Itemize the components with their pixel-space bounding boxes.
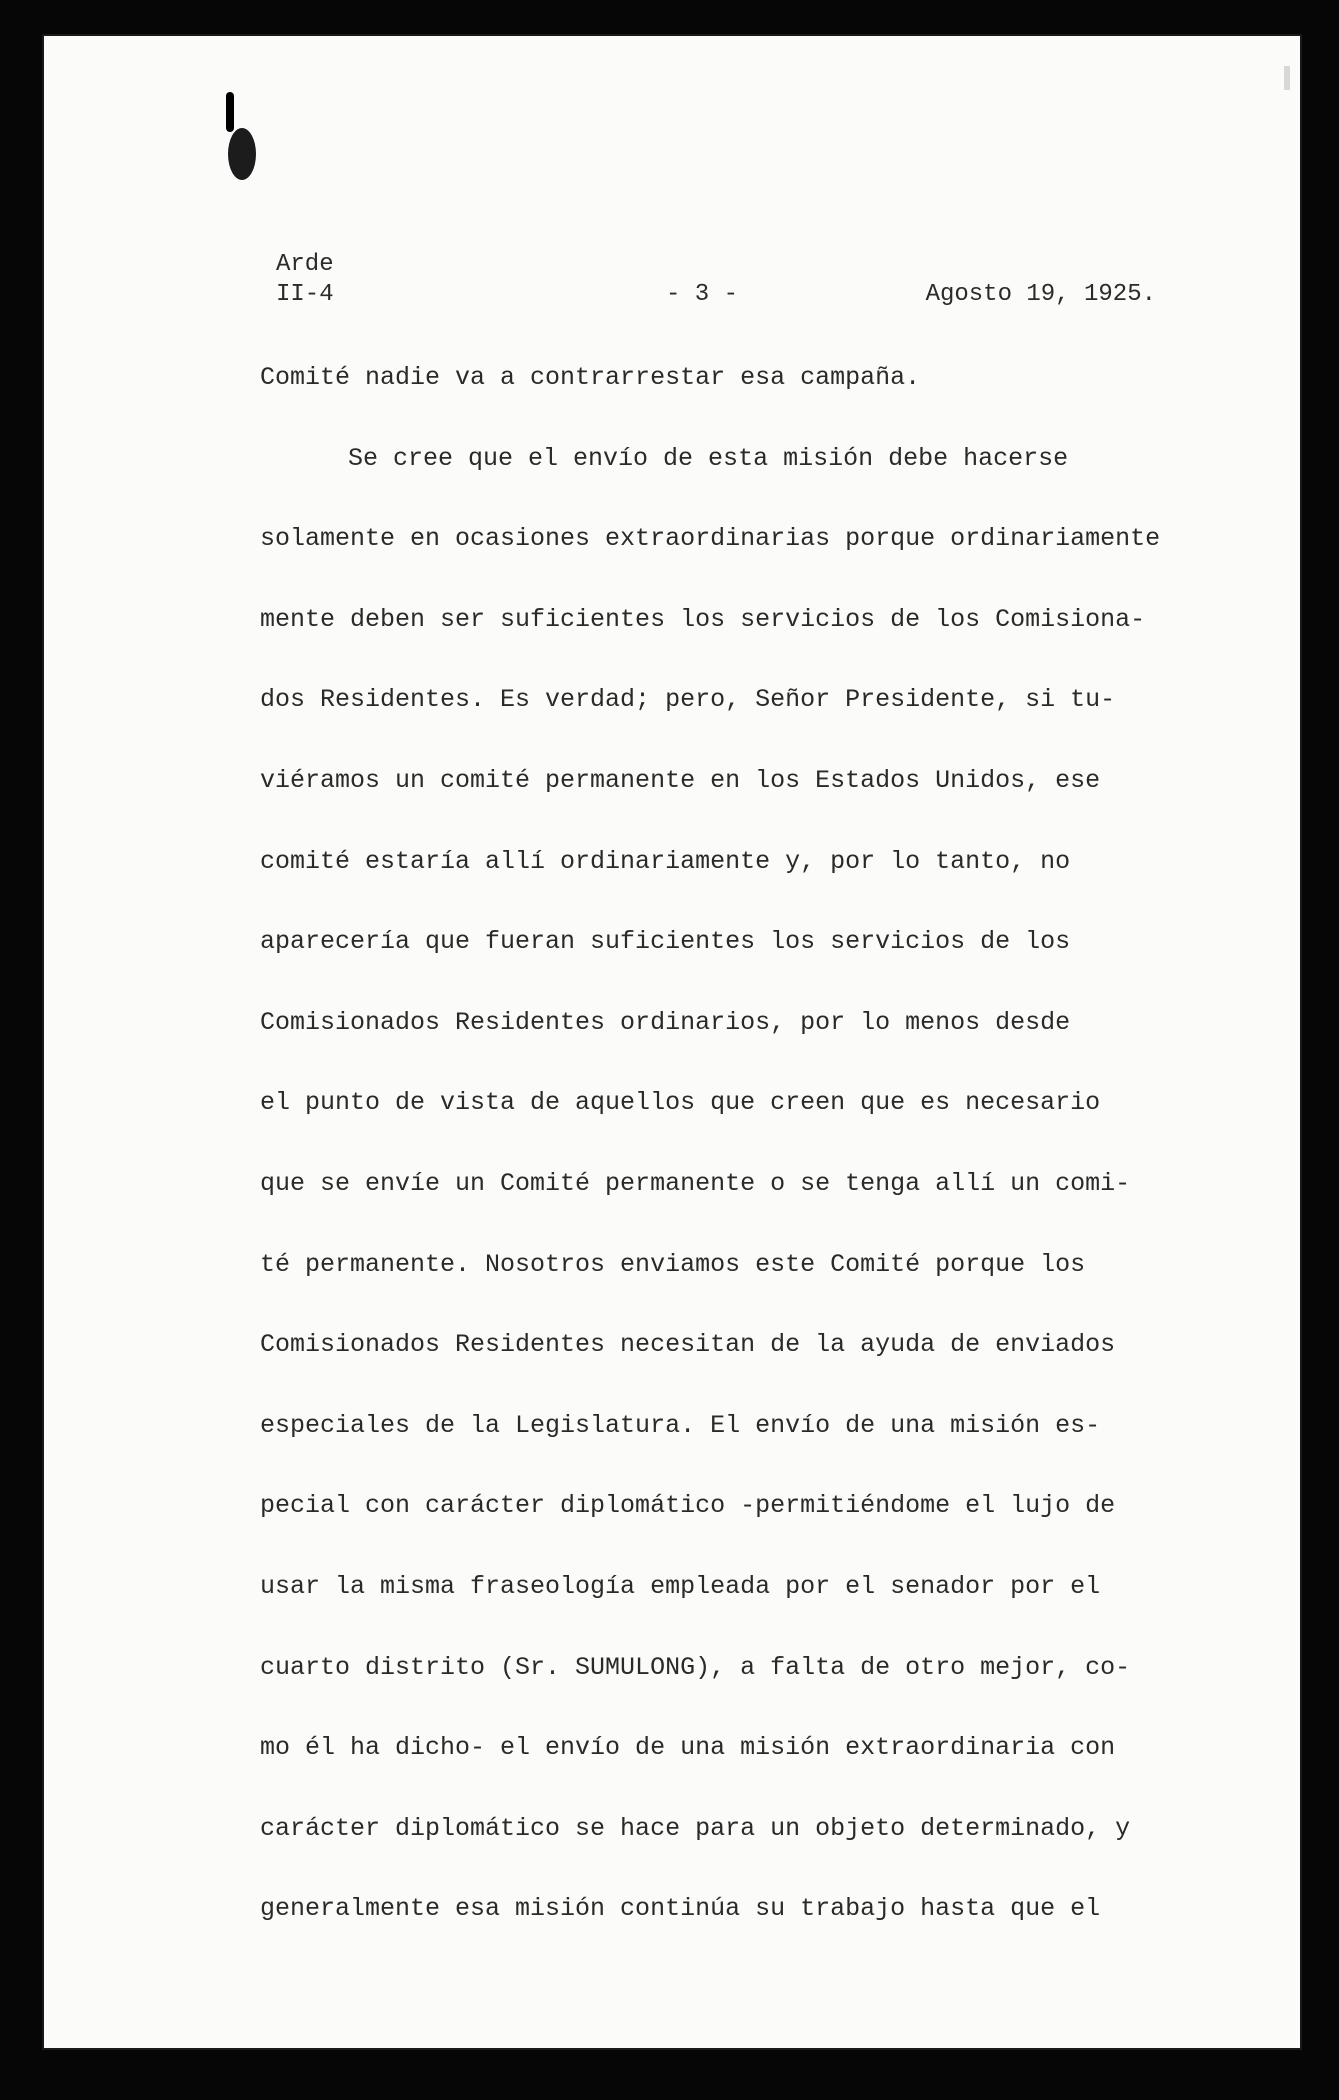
body-line: especiales de la Legislatura. El envío de una misión es- <box>260 1410 1101 1440</box>
page-header <box>276 250 1156 310</box>
punch-hole-bottom <box>228 128 256 180</box>
body-line: que se envíe un Comité permanente o se tenga allí un comi- <box>260 1168 1131 1198</box>
edge-mark-right <box>1284 66 1290 90</box>
body-line: Comisionados Residentes ordinarios, por lo menos desde <box>260 1007 1071 1037</box>
body-line: té permanente. Nosotros enviamos este Comité porque los <box>260 1249 1086 1279</box>
body-line: dos Residentes. Es verdad; pero, Señor Presidente, si tu- <box>260 685 1116 715</box>
body-line: mente deben ser suficientes los servicios de los Comisiona- <box>260 604 1146 634</box>
body-line: el punto de vista de aquellos que creen que es necesario <box>260 1088 1101 1118</box>
body-line: Comité nadie va a contrarrestar esa campaña. <box>260 363 921 392</box>
body-line: viéramos un comité permanente en los Estados Unidos, ese <box>260 765 1101 795</box>
body-line: Se cree que el envío de esta misión debe hacerse <box>348 443 1069 473</box>
body-line: Comisionados Residentes necesitan de la ayuda de enviados <box>260 1330 1116 1360</box>
body-line: generalmente esa misión continúa su trabajo hasta que el <box>260 1894 1101 1924</box>
body-line: comité estaría allí ordinariamente y, por lo tanto, no <box>260 846 1071 876</box>
header-author: Arde <box>276 251 334 278</box>
body-line: carácter diplomático se hace para un objeto determinado, y <box>260 1813 1131 1843</box>
page-number: - 3 - <box>666 281 739 308</box>
punch-hole-top <box>226 92 234 132</box>
body-line: solamente en ocasiones extraordinarias porque ordinariamente <box>260 524 1161 554</box>
body-line: pecial con carácter diplomático -permitiéndome el lujo de <box>260 1491 1116 1521</box>
body-line: mo él ha dicho- el envío de una misión extraordinaria con <box>260 1733 1116 1763</box>
body-line: cuarto distrito (Sr. SUMULONG), a falta de otro mejor, co- <box>260 1652 1131 1682</box>
document-body <box>260 358 1170 1970</box>
header-code: II-4 <box>276 281 334 308</box>
body-line: usar la misma fraseología empleada por el senador por el <box>260 1571 1101 1601</box>
header-date: Agosto 19, 1925. <box>925 281 1156 308</box>
body-line: aparecería que fueran suficientes los servicios de los <box>260 927 1071 957</box>
